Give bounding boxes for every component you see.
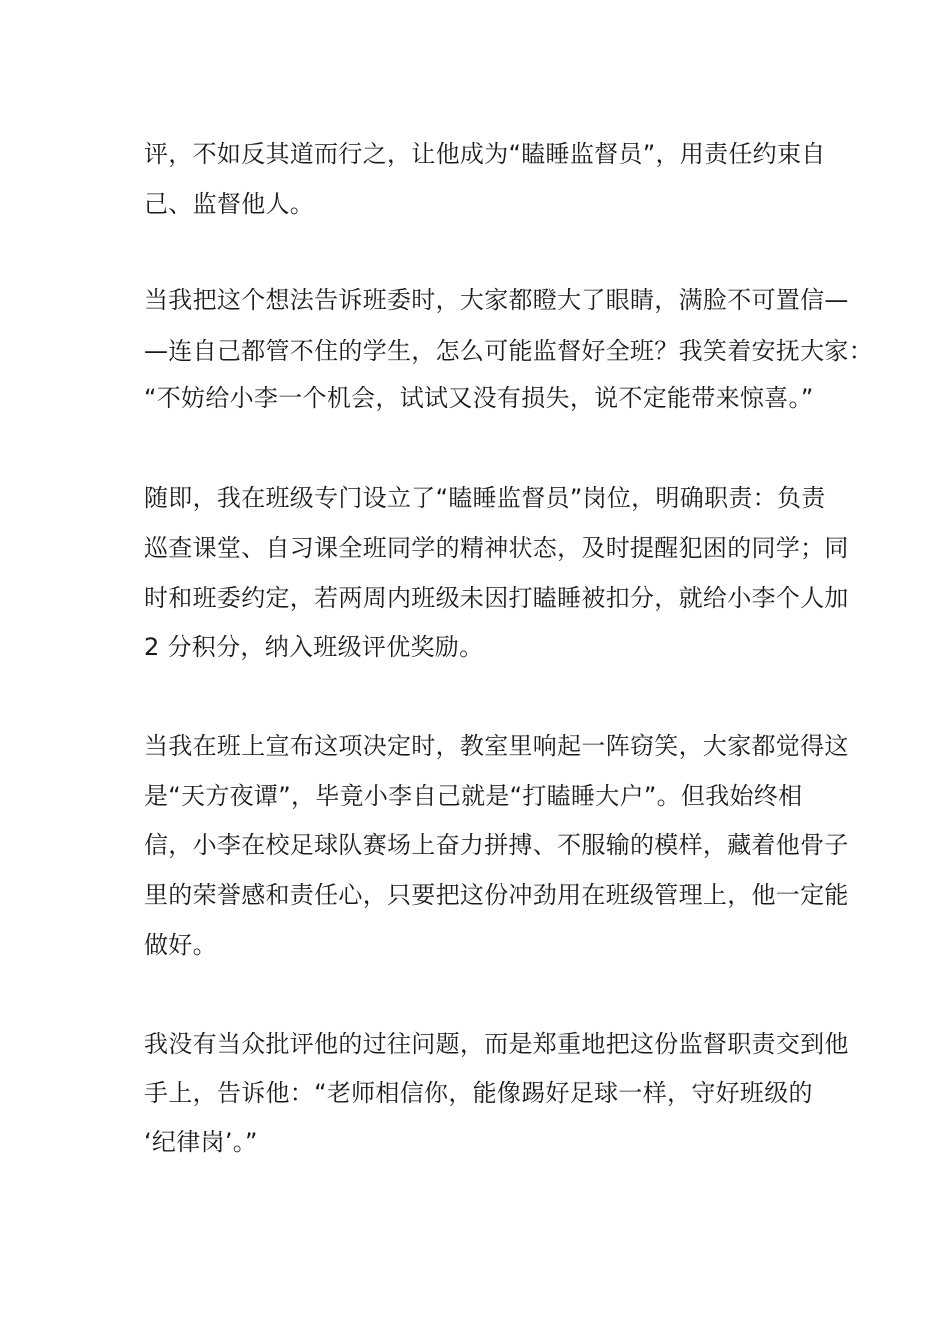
paragraph-5-line-2: 手上，告诉他：“老师相信你，能像踢好足球一样，守好班级的 (144, 1079, 813, 1107)
paragraph-2-line-2: —连自己都管不住的学生，怎么可能监督好全班？我笑着安抚大家： (144, 337, 873, 365)
paragraph-2-line-3: “不妨给小李一个机会，试试又没有损失，说不定能带来惊喜。” (144, 384, 814, 412)
paragraph-3-line-2: 巡查课堂、自习课全班同学的精神状态，及时提醒犯困的同学；同 (144, 534, 849, 562)
paragraph-3-line-3: 时和班委约定，若两周内班级未因打瞌睡被扣分，就给小李个人加 (144, 584, 849, 612)
paragraph-4-line-4: 里的荣誉感和责任心，只要把这份冲劲用在班级管理上，他一定能 (144, 881, 849, 909)
paragraph-1-line-2: 己、监督他人。 (144, 190, 315, 218)
paragraph-3-line-1: 随即，我在班级专门设立了“瞌睡监督员”岗位，明确职责：负责 (144, 484, 826, 512)
paragraph-5-line-1: 我没有当众批评他的过往问题，而是郑重地把这份监督职责交到他 (144, 1030, 849, 1058)
paragraph-5-line-3: ‘纪律岗’。” (144, 1128, 258, 1156)
paragraph-2-line-1: 当我把这个想法告诉班委时，大家都瞪大了眼睛，满脸不可置信— (144, 286, 849, 314)
paragraph-1-line-1: 评，不如反其道而行之，让他成为“瞌睡监督员”，用责任约束自 (144, 140, 826, 168)
paragraph-3-line-4: 2 分积分，纳入班级评优奖励。 (144, 633, 484, 661)
paragraph-4-line-5: 做好。 (144, 931, 217, 959)
paragraph-4-line-2: 是“天方夜谭”，毕竟小李自己就是“打瞌睡大户”。但我始终相 (144, 782, 803, 810)
paragraph-4-line-3: 信，小李在校足球队赛场上奋力拼搏、不服输的模样，藏着他骨子 (144, 831, 849, 859)
paragraph-4-line-1: 当我在班上宣布这项决定时，教室里响起一阵窃笑，大家都觉得这 (144, 732, 849, 760)
